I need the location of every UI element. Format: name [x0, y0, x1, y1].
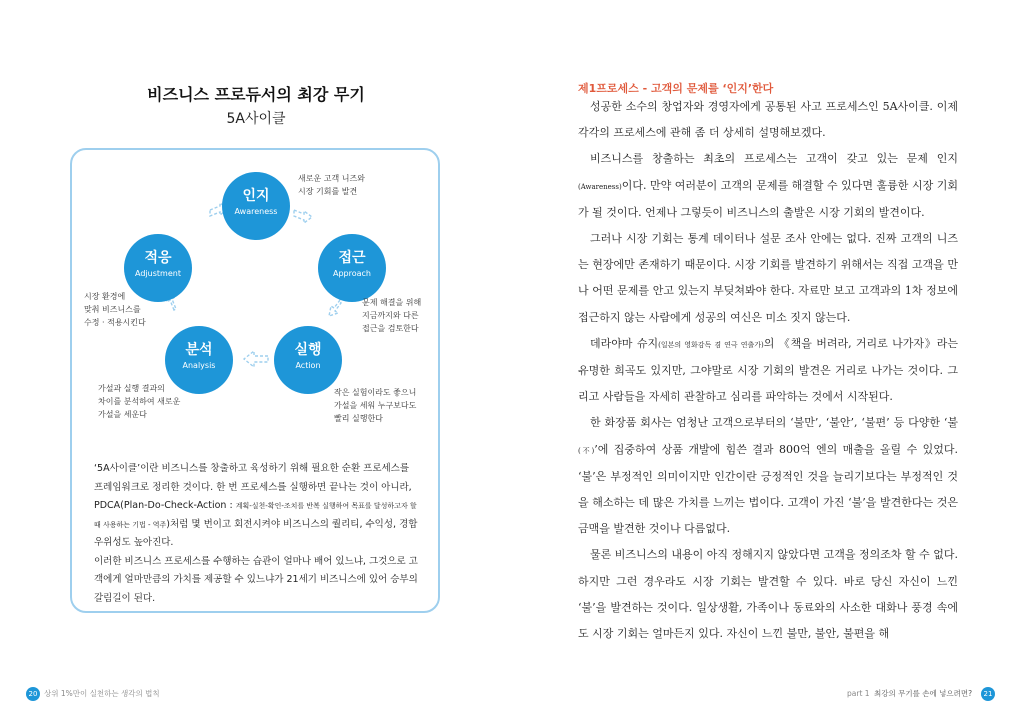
footer-chapter-title: 최강의 무기를 손에 넣으려면? [874, 689, 973, 698]
note-action: 작은 실험이라도 좋으니 가설을 세워 누구보다도 빨리 실행한다 [334, 388, 417, 423]
paragraph: 데라야마 슈지(일본의 영화감독 겸 연극 연출가)의 《책을 버려라, 거리로 나가자》라는 유명한 희곡도 있지만, 그야말로 시장 기회의 발견은 거리로 나가는 것이다. 그리고 사람들을 자세히 관찰하고 심리를 파악하는 것에서 시작된다. [578, 336, 958, 404]
section-heading: 제1프로세스 - 고객의 문제를 ‘인지’한다 [578, 82, 774, 95]
note-adjustment: 시장 환경에 맞춰 비즈니스를 수정 · 적용시킨다 [84, 292, 146, 327]
body-text [578, 94, 958, 647]
arrow-approach-to-action [329, 300, 341, 316]
summary-paragraph-2: 이러한 비즈니스 프로세스를 수행하는 습관이 얼마나 배어 있느냐, 그것으로 고객에게 얼마만큼의 가치를 제공할 수 있느냐가 21세기 비즈니스에 있어 승부의 갈림길이 된다. [94, 555, 418, 604]
footer-part: part 1 [847, 689, 870, 698]
paragraph: 성공한 소수의 창업자와 경영자에게 공통된 사고 프로세스인 5A사이클. 이제 각각의 프로세스에 관해 좀 더 상세히 설명해보겠다. [578, 100, 958, 140]
page-number-badge: 20 [26, 687, 40, 701]
cycle-node-approach: 접근 Approach [318, 234, 386, 302]
cycle-node-action: 실행 Action [274, 326, 342, 394]
note-approach: 문제 해결을 위해 지금까지와 다른 접근을 검토한다 [362, 298, 422, 333]
note-awareness: 새로운 고객 니즈와 시장 기회를 발견 [298, 174, 365, 196]
paragraph: 그러나 시장 기회는 통계 데이터나 설문 조사 안에는 없다. 진짜 고객의 니즈는 현장에만 존재하기 때문이다. 시장 기회를 발견하기 위해서는 직접 고객을 만나 어떤 문제를 안고 있는지 부딪쳐봐야 한다. 자료만 보고 고객과의 1차 정보에 접근하지 않는 사람에게 성공의 여신은 미소 짓지 않는다. [578, 232, 958, 324]
page-subtitle: 5A사이클 [226, 111, 286, 127]
footer-book-title: 상위 1%만이 실천하는 생각의 법칙 [44, 689, 160, 698]
paragraph: 비즈니스를 창출하는 최초의 프로세스는 고객이 갖고 있는 문제 인지(Awareness)이다. 만약 여러분이 고객의 문제를 해결할 수 있다면 훌륭한 시장 기회가 될 것이다. 언제나 그렇듯이 비즈니스의 출발은 시장 기회의 발견이다. [578, 152, 958, 219]
page-title: 비즈니스 프로듀서의 최강 무기 [147, 85, 365, 104]
note-analysis: 가설과 실행 결과의 차이를 분석하여 새로운 가설을 세운다 [98, 384, 181, 419]
cycle-box [70, 148, 440, 613]
cycle-node-analysis: 분석 Analysis [165, 326, 233, 394]
arrow-action-to-analysis [244, 351, 268, 367]
paragraph: 한 화장품 회사는 엄청난 고객으로부터의 ‘불만’, ‘불안’, ‘불편’ 등 다양한 ‘불(不)’에 집중하여 상품 개발에 힘쓴 결과 800억 엔의 매출을 올릴 수 있었다. ‘불’은 부정적인 의미이지만 인간이란 긍정적인 것을 늘리기보다는 부정적인 것을 해소하는 데 많은 가치를 느끼는 법이다. 고객이 가진 ‘불’을 발견한다는 것은 금맥을 발견한 것이나 다름없다. [578, 416, 958, 536]
cycle-node-adjustment: 적응 Adjustment [124, 234, 192, 302]
summary-text [94, 460, 420, 608]
arrow-aware-to-approach [294, 210, 312, 223]
page-number-badge: 21 [981, 687, 995, 701]
summary-paragraph-1: ‘5A사이클’이란 비즈니스를 창출하고 육성하기 위해 필요한 순환 프로세스를 프레임워크로 정리한 것이다. 한 번 프로세스를 실행하면 끝나는 것이 아니라, PDCA(Plan-Do-Check-Action : 계획-실천-확인-조치를 반복 실행하여 목표를 달성하고자 할 때 사용하는 기법 - 역주)처럼 몇 번이고 회전시켜야 비즈니스의 퀄리티, 수익성, 경합 우위성도 높아진다. [94, 463, 418, 548]
paragraph: 물론 비즈니스의 내용이 아직 정해지지 않았다면 고객을 정의조차 할 수 없다. 하지만 그런 경우라도 시장 기회는 발견할 수 있다. 바로 당신 자신이 느낀 ‘불’을 발견하는 것이다. 일상생활, 가족이나 동료와의 사소한 대화나 풍경 속에도 시장 기회는 얼마든지 있다. 자신이 느낀 불만, 불안, 불편을 해 [578, 548, 958, 641]
right-page [512, 0, 1024, 725]
cycle-node-awareness: 인지 Awareness [222, 172, 290, 240]
